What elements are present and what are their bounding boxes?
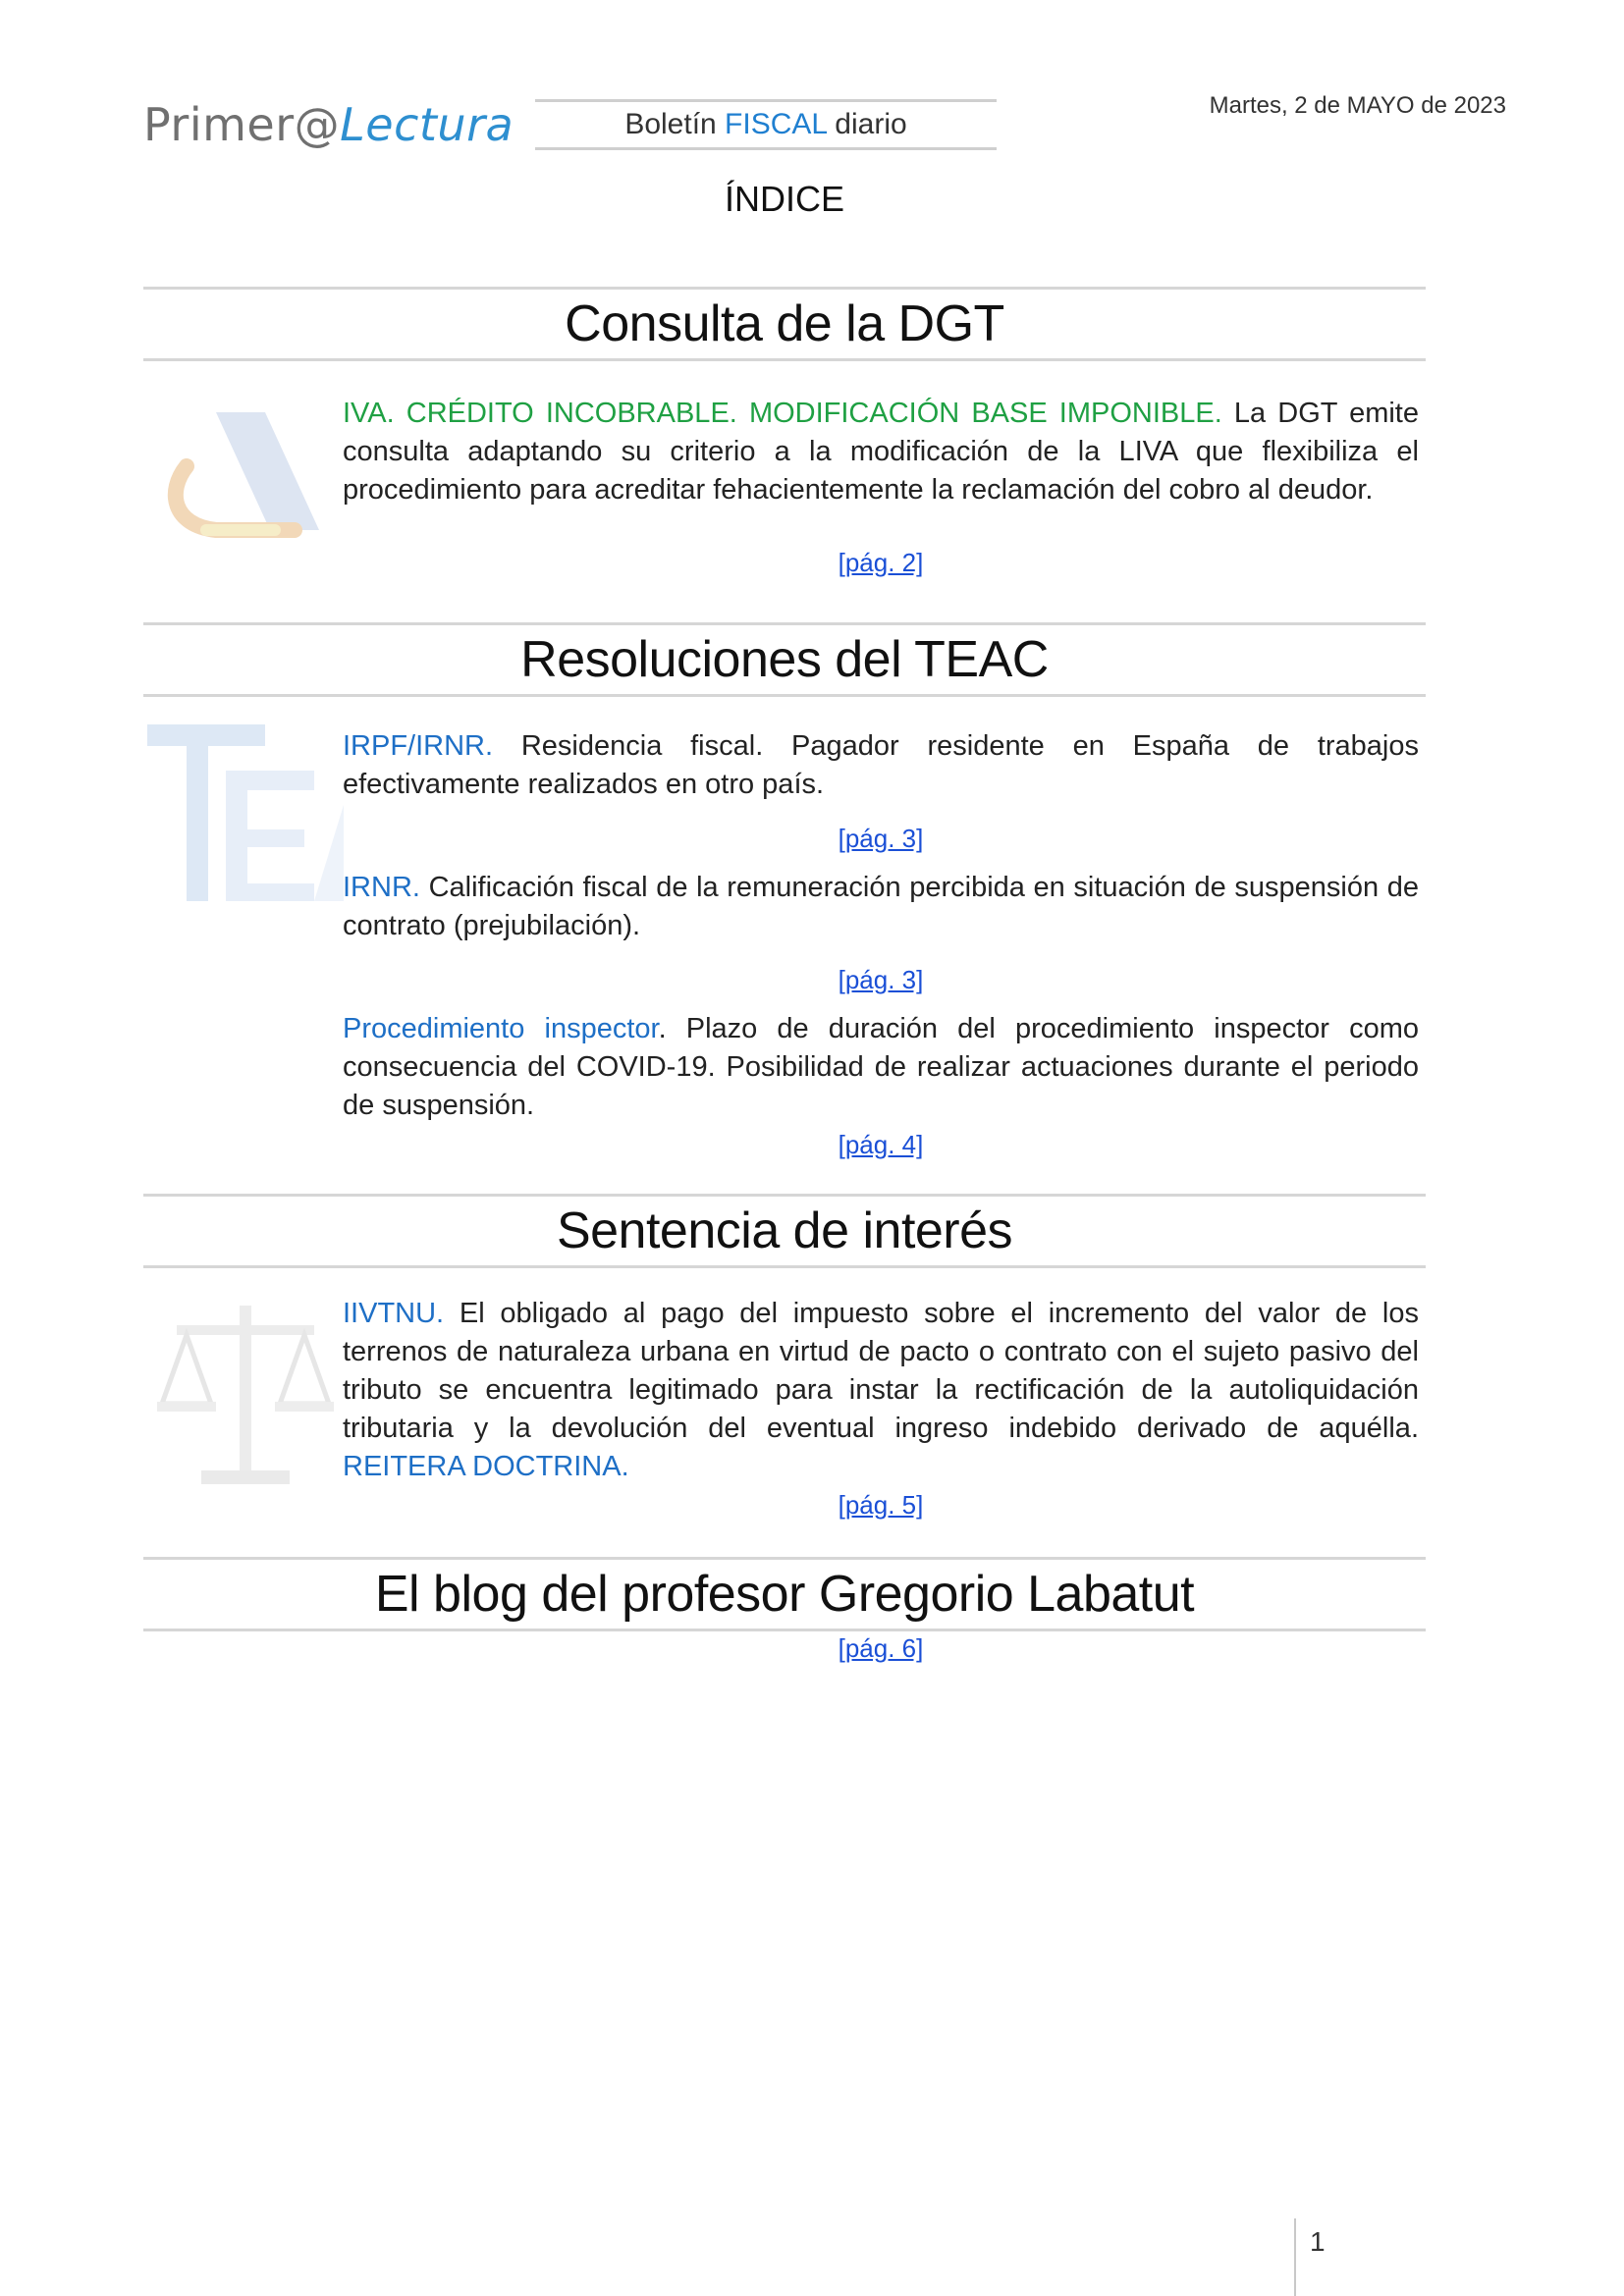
- issue-date: Martes, 2 de MAYO de 2023: [1209, 92, 1506, 119]
- sentencia-entry-lead: IIVTNU.: [343, 1298, 445, 1329]
- section-title-teac: Resoluciones del TEAC: [143, 622, 1426, 697]
- link-page-5[interactable]: [pág. 5]: [838, 1490, 924, 1520]
- link-page-3-a[interactable]: [pág. 3]: [838, 824, 924, 853]
- teac-logo-icon: [147, 717, 344, 913]
- sentencia-entry-tail: REITERA DOCTRINA.: [343, 1451, 629, 1482]
- link-page-6[interactable]: [pág. 6]: [838, 1633, 924, 1663]
- index-title: ÍNDICE: [724, 179, 844, 219]
- teac-entry-1: [343, 727, 1419, 804]
- section-title-sentencia: Sentencia de interés: [143, 1194, 1426, 1268]
- link-page-4[interactable]: [pág. 4]: [838, 1130, 924, 1159]
- sentencia-entry-text: El obligado al pago del impuesto sobre el incremento del valor de los terrenos de naturaleza urbana en virtud de pacto o contrato con el sujeto pasivo del tributo se encuentra legitimado para instar la rectificación de la autoliquidación tributaria y la devolución del eventual ingreso indebido derivado de aquélla.: [343, 1298, 1419, 1444]
- dgt-entry-text: La DGT emite consulta adaptando su criterio a la modificación de la LIVA que flexibiliza el procedimiento para acreditar fehacientemente la reclamación del cobro al deudor.: [343, 398, 1419, 506]
- scales-of-justice-icon: [147, 1286, 344, 1502]
- bulletin-accent: FISCAL: [725, 108, 827, 140]
- bulletin-title: [535, 99, 997, 150]
- teac-entry-3-text: . Plazo de duración del procedimiento inspector como consecuencia del COVID-19. Posibilidad de realizar actuaciones durante el periodo de suspensión.: [343, 1013, 1419, 1121]
- teac-entry-2-text: Calificación fiscal de la remuneración percibida en situación de suspensión de contrato (prejubilación).: [343, 872, 1419, 941]
- brand-logo: [143, 98, 514, 151]
- dgt-entry-lead: IVA. CRÉDITO INCOBRABLE. MODIFICACIÓN BASE IMPONIBLE.: [343, 398, 1222, 429]
- teac-entry-3: [343, 1010, 1419, 1125]
- section-title-dgt: Consulta de la DGT: [143, 287, 1426, 361]
- bulletin-prefix: Boletín: [624, 108, 726, 140]
- section-title-blog: El blog del profesor Gregorio Labatut: [143, 1557, 1426, 1631]
- logo-part-2: Lectura: [340, 98, 514, 151]
- teac-entry-3-lead: Procedimiento inspector: [343, 1013, 659, 1044]
- teac-entry-1-lead: IRPF/IRNR.: [343, 730, 494, 762]
- bulletin-suffix: diario: [826, 108, 907, 140]
- link-page-2[interactable]: [pág. 2]: [838, 548, 924, 577]
- dgt-entry: [343, 395, 1419, 509]
- sentencia-entry: [343, 1295, 1419, 1486]
- teac-entry-2: [343, 869, 1419, 945]
- logo-part-1: Primer@: [143, 98, 341, 151]
- teac-entry-2-lead: IRNR.: [343, 872, 420, 903]
- link-page-3-b[interactable]: [pág. 3]: [838, 965, 924, 994]
- teac-entry-1-text: Residencia fiscal. Pagador residente en España de trabajos efectivamente realizados en otro país.: [343, 730, 1419, 800]
- page-number-divider: [1294, 2218, 1296, 2296]
- tax-agency-logo-icon: [147, 393, 344, 550]
- page-number: 1: [1310, 2226, 1326, 2257]
